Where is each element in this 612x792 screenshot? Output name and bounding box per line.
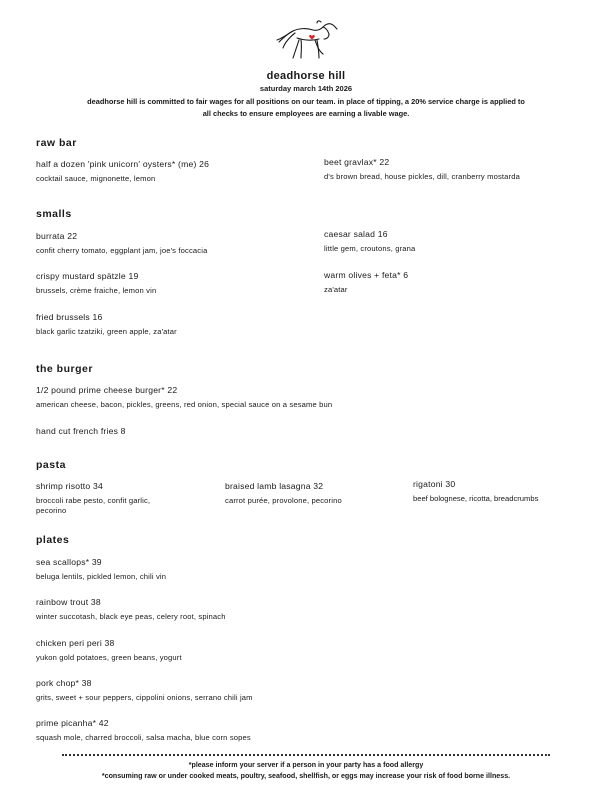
service-charge-line-2: all checks to ensure employees are earning a livable wage. [202, 109, 410, 118]
menu-item [324, 229, 415, 254]
item-name: rigatoni 30 [413, 479, 456, 489]
item-name: rainbow trout 38 [36, 597, 101, 607]
menu-item [36, 481, 150, 516]
horse-logo-icon [271, 18, 343, 64]
item-name: hand cut french fries 8 [36, 426, 126, 436]
item-name: braised lamb lasagna 32 [225, 481, 324, 491]
item-description: d's brown bread, house pickles, dill, cranberry mostarda [324, 172, 520, 181]
item-name: pork chop* 38 [36, 678, 92, 688]
section-title-plates: plates [36, 534, 70, 546]
dotted-divider [62, 754, 550, 756]
menu-item [36, 159, 209, 184]
item-description-line-2: pecorino [36, 506, 67, 515]
item-name: shrimp risotto 34 [36, 481, 103, 491]
item-description: black garlic tzatziki, green apple, za'atar [36, 327, 177, 336]
section-title-smalls: smalls [36, 208, 72, 220]
raw-food-warning: *consuming raw or under cooked meats, poultry, seafood, shellfish, or eggs may increase your risk of food borne illness. [101, 772, 511, 780]
item-description: grits, sweet + sour peppers, cippolini onions, serrano chili jam [36, 693, 253, 702]
item-description: yukon gold potatoes, green beans, yogurt [36, 653, 182, 662]
item-name: fried brussels 16 [36, 312, 103, 322]
item-name: half a dozen 'pink unicorn' oysters* (me) 26 [36, 159, 210, 169]
menu-item [36, 385, 332, 410]
section-title-raw-bar: raw bar [36, 137, 77, 149]
item-name: beet gravlax* 22 [324, 157, 390, 167]
menu-item [36, 638, 182, 663]
item-name: sea scallops* 39 [36, 557, 102, 567]
menu-item [324, 157, 520, 182]
item-description-line-1: beef bolognese, ricotta, breadcrumbs [413, 494, 539, 503]
service-charge-line-1: deadhorse hill is committed to fair wages for all positions on our team. in place of tipping, a 20% service charge is applied to [87, 97, 525, 106]
item-description: american cheese, bacon, pickles, greens, red onion, special sauce on a sesame bun [36, 400, 333, 409]
menu-item [36, 557, 166, 582]
menu-date: saturday march 14th 2026 [259, 84, 353, 93]
item-description: confit cherry tomato, eggplant jam, joe's foccacia [36, 246, 208, 255]
item-name: prime picanha* 42 [36, 718, 109, 728]
service-charge-note [30, 96, 582, 120]
allergy-note: *please inform your server if a person in your party has a food allergy [188, 761, 424, 769]
section-title-burger: the burger [36, 363, 93, 375]
menu-item [36, 271, 156, 296]
item-name: crispy mustard spätzle 19 [36, 271, 139, 281]
menu-item [36, 312, 177, 337]
item-description-line-1: carrot purée, provolone, pecorino [225, 496, 342, 505]
menu-item [324, 270, 408, 295]
item-name: burrata 22 [36, 231, 78, 241]
menu-item [36, 426, 126, 436]
menu-item [36, 231, 207, 256]
item-description: little gem, croutons, grana [324, 244, 416, 253]
item-name: chicken peri peri 38 [36, 638, 115, 648]
item-description: squash mole, charred broccoli, salsa macha, blue corn sopes [36, 733, 251, 742]
item-description: za'atar [324, 285, 348, 294]
menu-item [36, 597, 226, 622]
section-title-pasta: pasta [36, 459, 66, 471]
menu-item [36, 718, 251, 743]
item-name: 1/2 pound prime cheese burger* 22 [36, 385, 178, 395]
restaurant-name: deadhorse hill [266, 70, 346, 82]
item-description: winter succotash, black eye peas, celery root, spinach [36, 612, 226, 621]
item-description-line-1: broccoli rabe pesto, confit garlic, [36, 496, 151, 505]
item-description: beluga lentils, pickled lemon, chili vin [36, 572, 167, 581]
item-description: cocktail sauce, mignonette, lemon [36, 174, 156, 183]
item-name: warm olives + feta* 6 [324, 270, 409, 280]
item-name: caesar salad 16 [324, 229, 388, 239]
item-description: brussels, crème fraiche, lemon vin [36, 286, 157, 295]
menu-item [36, 678, 253, 703]
menu-item [413, 479, 538, 504]
menu-item [225, 481, 342, 506]
